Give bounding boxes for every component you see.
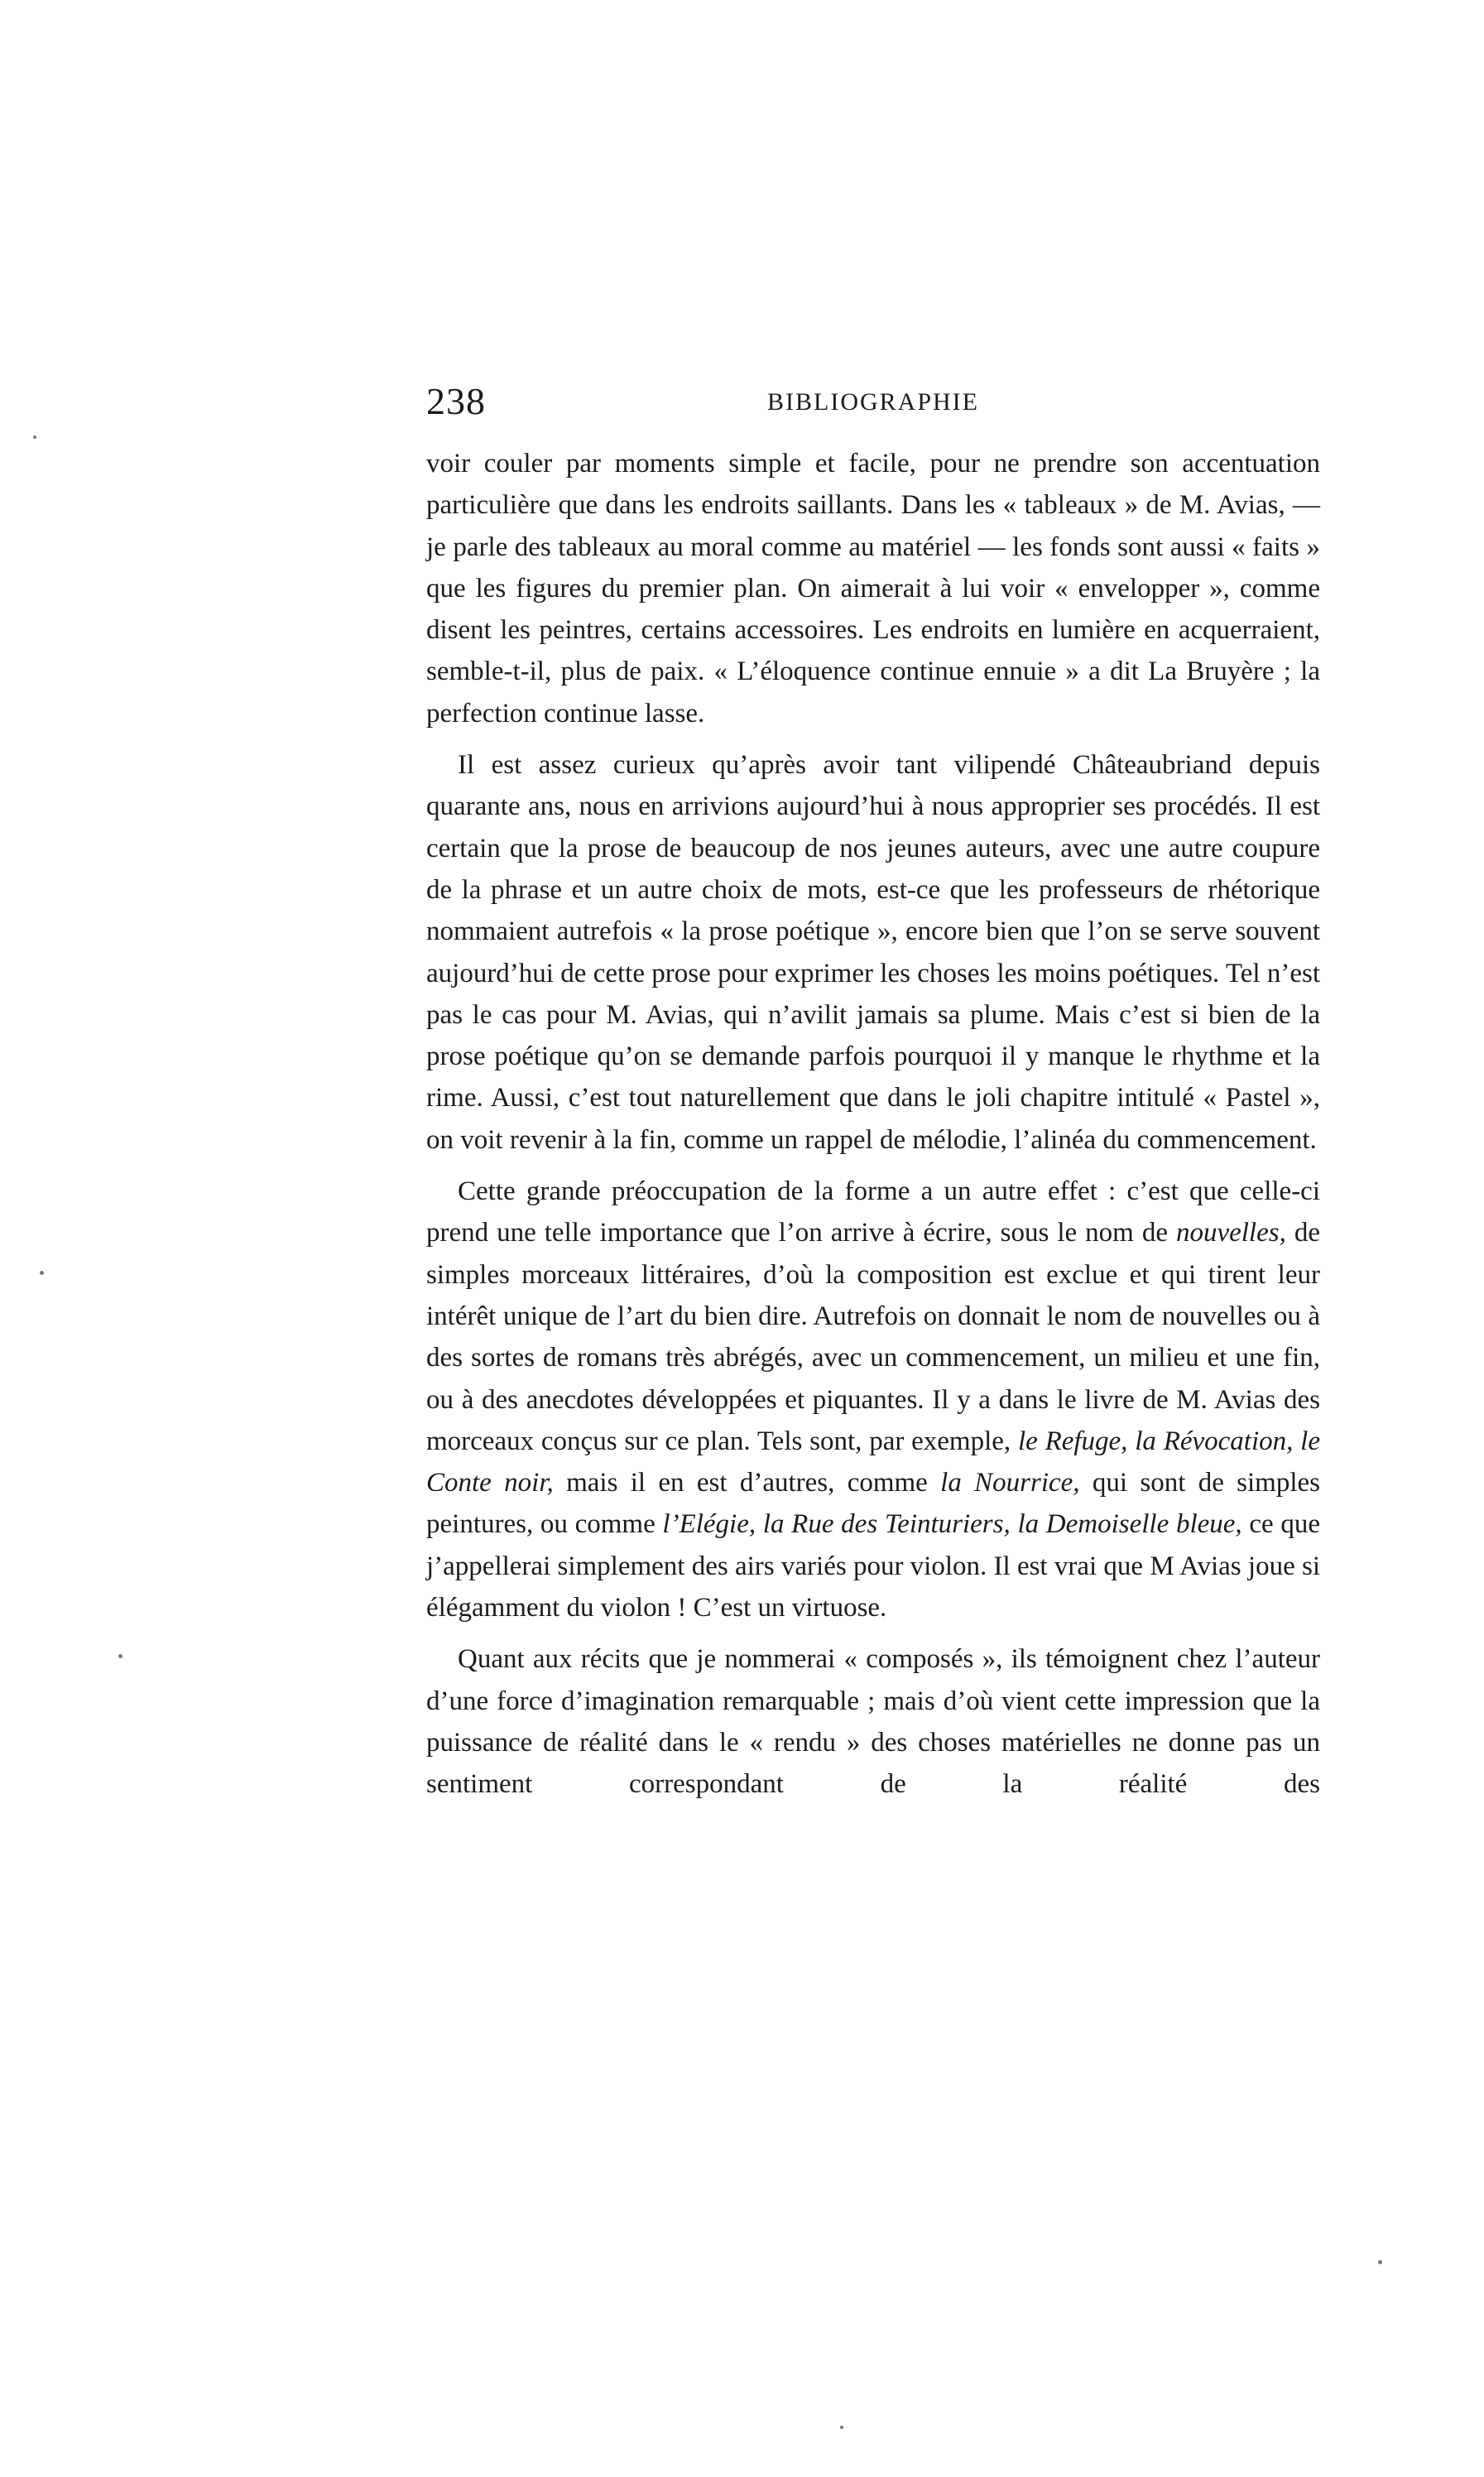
running-title: BIBLIOGRAPHIE	[767, 388, 979, 416]
body-text	[426, 443, 1320, 1816]
paragraph-1	[426, 443, 1320, 734]
paragraph-3-italic-a: nouvelles,	[1175, 1218, 1286, 1248]
paragraph-3-italic-b: le Refuge, la Révocation, le Conte noir,	[426, 1426, 1321, 1498]
paragraph-2-text: Il est assez curieux qu’après avoir tant vilipendé Châteaubriand depuis quarante ans, nous en arrivions aujourd’hui à nous approprier ses procédés. Il est certain que la prose de beaucoup de nos jeunes auteurs, avec une autre coupure de la phrase et un autre choix de mots, est-ce que les professeurs de rhétorique nommaient autrefois « la prose poétique », encore bien que l’on se serve souvent aujourd’hui de cette prose pour exprimer les choses les moins poétiques. Tel n’est pas le cas pour M. Avias, qui n’avilit jamais sa plume. Mais c’est si bien de la prose poétique qu’on se demande parfois pourquoi il y manque le rhythme et la rime. Aussi, c’est tout naturellement que dans le joli chapitre intitulé « Pastel », on voit revenir à la fin, comme un rappel de mélodie, l’alinéa du commencement.	[426, 750, 1320, 1155]
paragraph-3-text-b: de simples morceaux littéraires, d’où la composition est exclue et qui tirent leur intérêt unique de l’art du bien dire. Autrefois on donnait le nom de nouvelles ou à des sortes de romans très abrégés, avec un commencement, un milieu et une fin, ou à des anecdotes développées et piquantes. Il y a dans le livre de M. Avias des morceaux conçus sur ce plan. Tels sont, par exemple,	[426, 1218, 1320, 1456]
scan-speck	[40, 1271, 44, 1275]
paragraph-4	[426, 1638, 1320, 1805]
paragraph-3-text-c: mais il en est d’autres, comme	[553, 1468, 941, 1498]
page-number: 238	[426, 380, 486, 422]
paragraph-1-text: voir couler par moments simple et facile, pour ne prendre son accentuation particulière que dans les endroits saillants. Dans les « tableaux » de M. Avias, — je parle des tableaux au moral comme au matériel — les fonds sont aussi « faits » que les figures du premier plan. On aimerait à lui voir « envelopper », comme disent les peintres, certains accessoires. Les endroits en lumière en acquerraient, semble-t-il, plus de paix. « L’éloquence continue ennuie » a dit La Bruyère ; la perfection continue lasse.	[426, 449, 1320, 729]
paragraph-3-italic-c: la Nourrice,	[940, 1468, 1080, 1498]
paragraph-3-text-e: ce que j’appellerai simplement des airs variés pour violon. Il est vrai que M Avias joue si élégamment du violon ! C’est un virtuose.	[426, 1509, 1320, 1623]
paragraph-4-text: Quant aux récits que je nommerai « composés », ils témoignent chez l’auteur d’une force d’imagination remarquable ; mais d’où vient cette impression que la puissance de réalité dans le « rendu » des choses matérielles ne donne pas un sentiment correspondant de la réalité des	[426, 1644, 1320, 1800]
paragraph-2	[426, 744, 1320, 1161]
paragraph-3-italic-d: l’Elégie, la Rue des Teinturiers, la Demoiselle bleue,	[662, 1509, 1242, 1540]
scan-speck	[840, 2426, 843, 2429]
paragraph-3-text-d: qui sont de simples peintures, ou comme	[426, 1468, 1321, 1540]
paragraph-3	[426, 1171, 1320, 1628]
running-head	[426, 377, 1320, 426]
scan-speck	[33, 435, 36, 439]
scan-speck	[118, 1654, 122, 1658]
scan-speck	[1378, 2260, 1382, 2264]
paragraph-3-text-a: Cette grande préoccupation de la forme a un autre effet : c’est que celle-ci prend une telle importance que l’on arrive à écrire, sous le nom de	[426, 1176, 1320, 1248]
